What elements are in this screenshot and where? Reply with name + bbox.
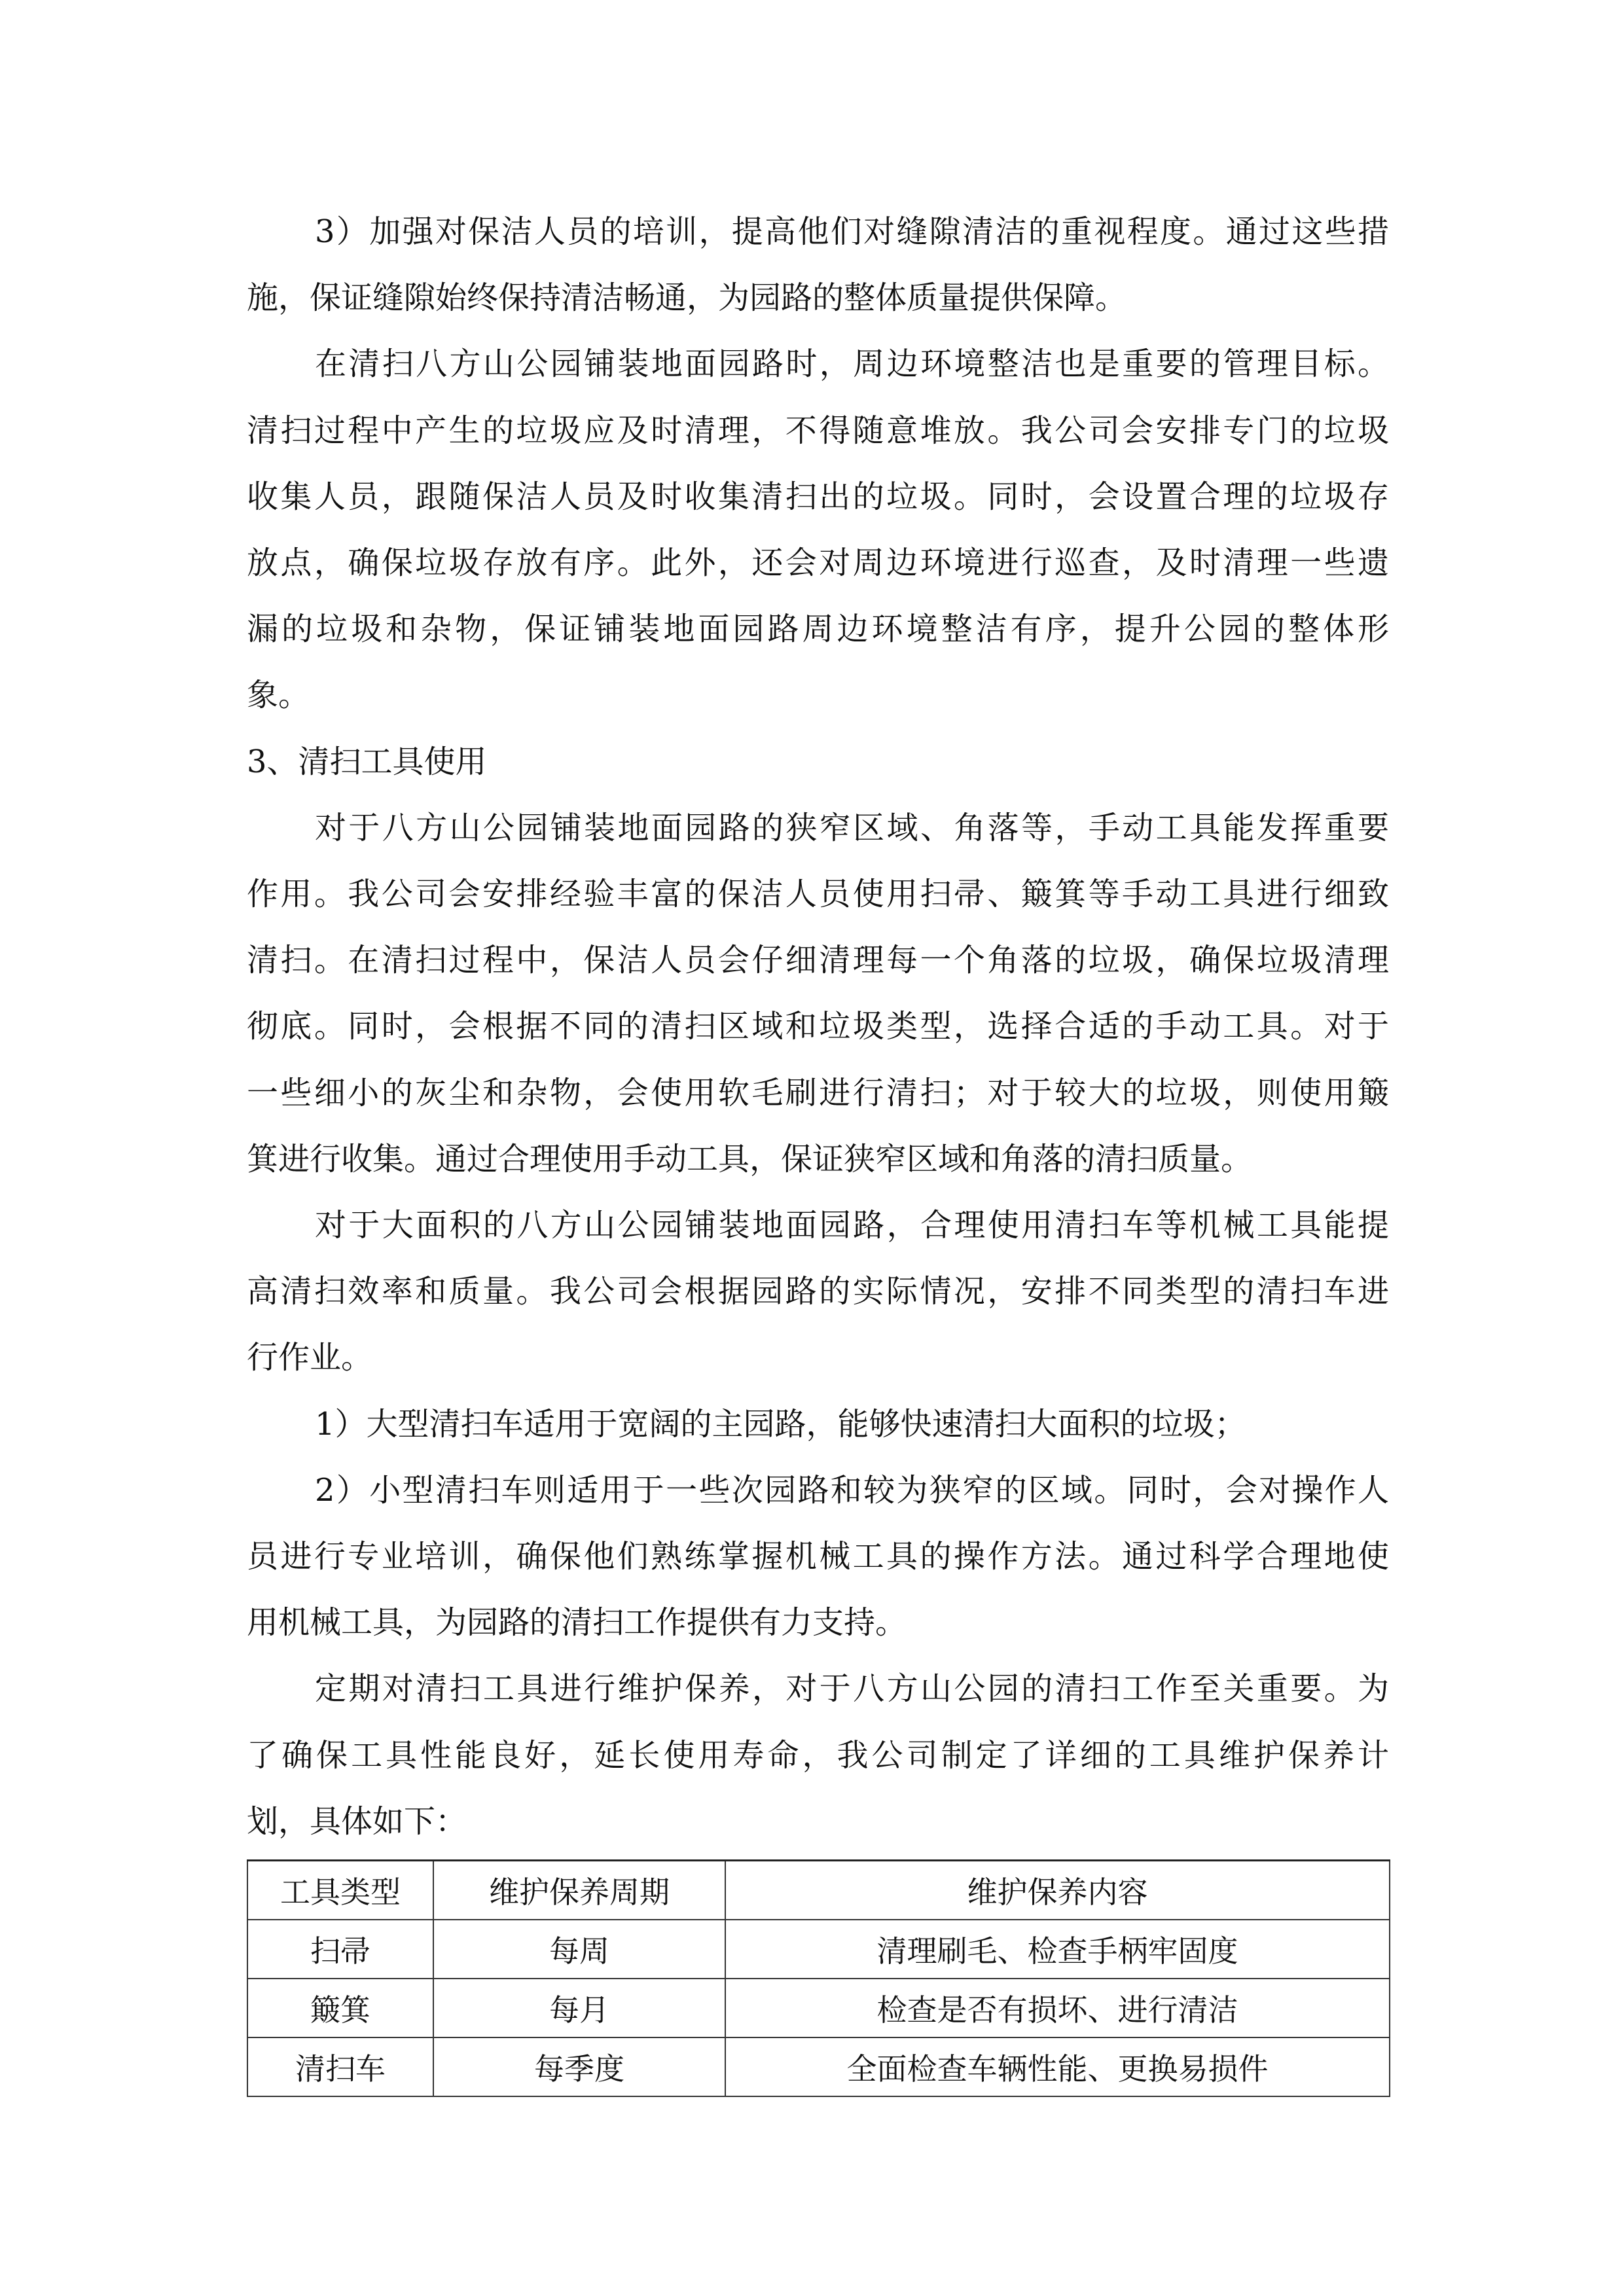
paragraph-line: 放点，确保垃圾存放有序。此外，还会对周边环境进行巡查，及时清理一些遗 xyxy=(247,545,1389,581)
cell-tool: 簸箕 xyxy=(247,1979,433,2037)
paragraph-line: 用机械工具，为园路的清扫工作提供有力支持。 xyxy=(247,1604,907,1641)
paragraph-line: 清扫。在清扫过程中，保洁人员会仔细清理每一个角落的垃圾，确保垃圾清理 xyxy=(247,942,1389,979)
header-tool-type: 工具类型 xyxy=(247,1861,433,1920)
cell-content: 全面检查车辆性能、更换易损件 xyxy=(725,2037,1390,2096)
cell-tool: 清扫车 xyxy=(247,2037,433,2096)
paragraph-line: 对于大面积的八方山公园铺装地面园路，合理使用清扫车等机械工具能提 xyxy=(315,1207,1389,1244)
paragraph-line: 定期对清扫工具进行维护保养，对于八方山公园的清扫工作至关重要。为 xyxy=(315,1670,1389,1708)
paragraph-line: 在清扫八方山公园铺装地面园路时，周边环境整洁也是重要的管理目标。 xyxy=(315,346,1389,383)
paragraph-line: 对于八方山公园铺装地面园路的狭窄区域、角落等，手动工具能发挥重要 xyxy=(315,809,1389,846)
paragraph-line: 行作业。 xyxy=(247,1339,373,1376)
cell-content: 清理刷毛、检查手柄牢固度 xyxy=(725,1920,1390,1979)
table-row xyxy=(247,1920,1390,1979)
table-header-row xyxy=(247,1861,1390,1920)
cell-cycle: 每季度 xyxy=(433,2037,725,2096)
table-row xyxy=(247,2037,1390,2096)
cell-content: 检查是否有损坏、进行清洁 xyxy=(725,1979,1390,2037)
paragraph-line: 象。 xyxy=(247,677,310,714)
section-heading: 3、清扫工具使用 xyxy=(247,743,487,780)
header-cycle: 维护保养周期 xyxy=(433,1861,725,1920)
paragraph-line: 彻底。同时，会根据不同的清扫区域和垃圾类型，选择合适的手动工具。对于 xyxy=(247,1008,1389,1045)
paragraph-line: 高清扫效率和质量。我公司会根据园路的实际情况，安排不同类型的清扫车进 xyxy=(247,1273,1389,1310)
cell-cycle: 每月 xyxy=(433,1979,725,2037)
paragraph-line: 划，具体如下： xyxy=(247,1803,467,1840)
paragraph-line: 了确保工具性能良好，延长使用寿命，我公司制定了详细的工具维护保养计 xyxy=(247,1736,1389,1774)
paragraph-line: 施，保证缝隙始终保持清洁畅通，为园路的整体质量提供保障。 xyxy=(247,279,1127,317)
paragraph-line: 员进行专业培训，确保他们熟练掌握机械工具的操作方法。通过科学合理地使 xyxy=(247,1538,1389,1575)
cell-cycle: 每周 xyxy=(433,1920,725,1979)
paragraph-line: 收集人员，跟随保洁人员及时收集清扫出的垃圾。同时，会设置合理的垃圾存 xyxy=(247,478,1389,515)
header-content: 维护保养内容 xyxy=(725,1861,1390,1920)
paragraph-line: 2）小型清扫车则适用于一些次园路和较为狭窄的区域。同时，会对操作人 xyxy=(315,1471,1389,1509)
cell-tool: 扫帚 xyxy=(247,1920,433,1979)
paragraph-line: 清扫过程中产生的垃圾应及时清理，不得随意堆放。我公司会安排专门的垃圾 xyxy=(247,412,1389,449)
maintenance-table xyxy=(247,1859,1390,2097)
paragraph-line: 漏的垃圾和杂物，保证铺装地面园路周边环境整洁有序，提升公园的整体形 xyxy=(247,611,1389,648)
paragraph-line: 3）加强对保洁人员的培训，提高他们对缝隙清洁的重视程度。通过这些措 xyxy=(315,213,1389,250)
table-row xyxy=(247,1979,1390,2037)
paragraph-line: 箕进行收集。通过合理使用手动工具，保证狭窄区域和角落的清扫质量。 xyxy=(247,1140,1253,1177)
paragraph-line: 一些细小的灰尘和杂物，会使用软毛刷进行清扫；对于较大的垃圾，则使用簸 xyxy=(247,1074,1389,1111)
paragraph-line: 作用。我公司会安排经验丰富的保洁人员使用扫帚、簸箕等手动工具进行细致 xyxy=(247,876,1389,912)
paragraph-line: 1）大型清扫车适用于宽阔的主园路，能够快速清扫大面积的垃圾； xyxy=(315,1405,1246,1443)
